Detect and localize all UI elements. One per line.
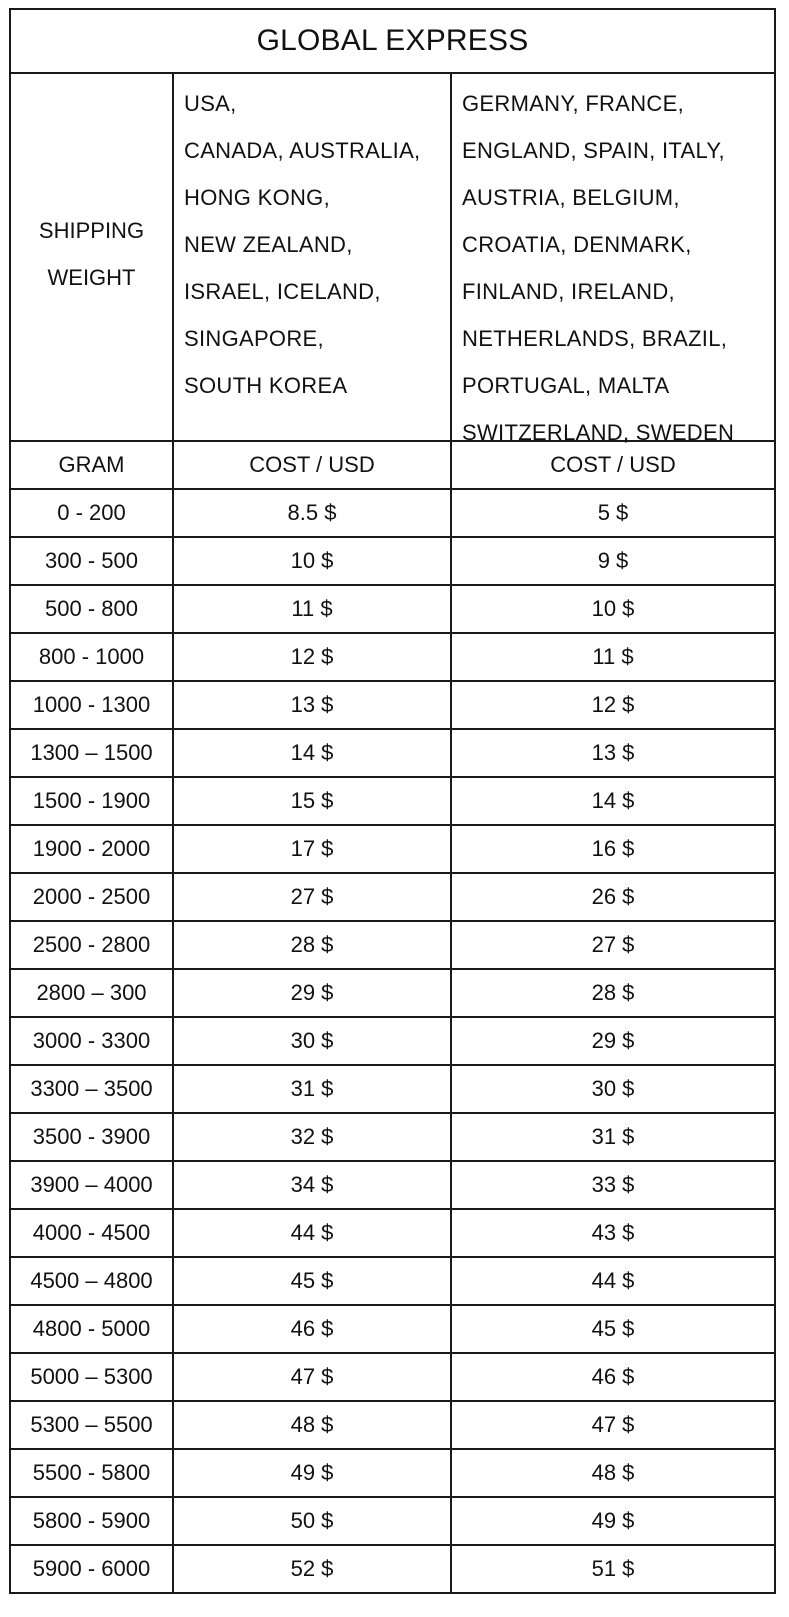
- table-row: [11, 1450, 774, 1498]
- zone1-cost-cell: 48 $: [174, 1402, 452, 1448]
- zone1-cost-cell: 31 $: [174, 1066, 452, 1112]
- gram-column-header: GRAM: [11, 442, 174, 488]
- zone1-cost-cell: 13 $: [174, 682, 452, 728]
- zone1-country-line: SOUTH KOREA: [184, 373, 348, 398]
- zone1-cost-column-header: COST / USD: [174, 442, 452, 488]
- column-header-row: [11, 442, 774, 490]
- table-row: [11, 634, 774, 682]
- zone2-cost-cell: 31 $: [591, 1124, 635, 1149]
- weight-range-cell: 4800 - 5000: [11, 1306, 174, 1352]
- zone1-cost-cell: 14 $: [174, 730, 452, 776]
- zone1-country-line: ISRAEL, ICELAND,: [184, 279, 381, 304]
- zone2-cost-cell: 14 $: [591, 788, 635, 813]
- zone1-cost-cell: 47 $: [174, 1354, 452, 1400]
- table-row: [11, 1354, 774, 1402]
- table-row: [11, 538, 774, 586]
- zone1-cost-cell: 29 $: [174, 970, 452, 1016]
- zone2-cost-cell: 48 $: [591, 1460, 635, 1485]
- zone1-country-line: NEW ZEALAND,: [184, 232, 353, 257]
- zone2-cost-cell: 26 $: [591, 884, 635, 909]
- table-row: [11, 922, 774, 970]
- rate-rows: [11, 490, 774, 1592]
- zone1-country-line: CANADA, AUSTRALIA,: [184, 138, 421, 163]
- table-row: [11, 1018, 774, 1066]
- weight-range-cell: 5300 – 5500: [11, 1402, 174, 1448]
- zone2-cost-cell: 11 $: [592, 644, 634, 669]
- zone2-cost-cell: 13 $: [591, 740, 635, 765]
- weight-range-cell: 5800 - 5900: [11, 1498, 174, 1544]
- weight-range-cell: 2500 - 2800: [11, 922, 174, 968]
- zone2-country-line: PORTUGAL, MALTA: [462, 373, 670, 398]
- zone1-country-line: HONG KONG,: [184, 185, 331, 210]
- zone2-cost-cell: 29 $: [591, 1028, 635, 1053]
- zone1-country-line: USA,: [184, 91, 237, 116]
- zone2-country-line: GERMANY, FRANCE,: [462, 91, 684, 116]
- zone1-cost-cell: 30 $: [174, 1018, 452, 1064]
- weight-range-cell: 300 - 500: [11, 538, 174, 584]
- zone2-cost-cell: 46 $: [591, 1364, 635, 1389]
- weight-range-cell: 3000 - 3300: [11, 1018, 174, 1064]
- zone1-cost-cell: 32 $: [174, 1114, 452, 1160]
- zone2-cost-cell: 45 $: [591, 1316, 635, 1341]
- table-row: [11, 1402, 774, 1450]
- table-row: [11, 1546, 774, 1592]
- table-row: [11, 730, 774, 778]
- shipping-weight-label: [11, 74, 174, 456]
- zone1-cost-cell: 15 $: [174, 778, 452, 824]
- weight-range-cell: 0 - 200: [11, 490, 174, 536]
- table-row: [11, 778, 774, 826]
- table-row: [11, 1210, 774, 1258]
- zone1-cost-cell: 12 $: [174, 634, 452, 680]
- zone1-cost-cell: 45 $: [174, 1258, 452, 1304]
- zone2-cost-cell: 12 $: [591, 692, 635, 717]
- zone1-cost-cell: 10 $: [174, 538, 452, 584]
- zone2-cost-cell: 43 $: [591, 1220, 635, 1245]
- zone2-cost-cell: 44 $: [591, 1268, 635, 1293]
- table-row: [11, 826, 774, 874]
- zone2-country-line: NETHERLANDS, BRAZIL,: [462, 326, 728, 351]
- zone2-cost-cell: 49 $: [591, 1508, 635, 1533]
- shipping-rate-table: [9, 8, 776, 1594]
- zone2-country-line: FINLAND, IRELAND,: [462, 279, 675, 304]
- weight-range-cell: 3900 – 4000: [11, 1162, 174, 1208]
- zone2-cost-cell: 10 $: [591, 596, 635, 621]
- table-row: [11, 490, 774, 538]
- zone2-cost-column-header: COST / USD: [550, 452, 676, 477]
- table-row: [11, 970, 774, 1018]
- zone2-cost-cell: 33 $: [591, 1172, 635, 1197]
- zone2-cost-cell: 47 $: [591, 1412, 635, 1437]
- zone1-cost-cell: 46 $: [174, 1306, 452, 1352]
- weight-range-cell: 5000 – 5300: [11, 1354, 174, 1400]
- weight-range-cell: 3500 - 3900: [11, 1114, 174, 1160]
- zone1-cost-cell: 17 $: [174, 826, 452, 872]
- table-row: [11, 874, 774, 922]
- zone2-cost-cell: 9 $: [597, 548, 629, 573]
- zone1-cost-cell: 49 $: [174, 1450, 452, 1496]
- zone2-cost-cell: 5 $: [597, 500, 629, 525]
- weight-range-cell: 1000 - 1300: [11, 682, 174, 728]
- zone1-country-list: [174, 74, 452, 456]
- shipping-weight-label-line: WEIGHT: [47, 265, 136, 290]
- zone1-cost-cell: 27 $: [174, 874, 452, 920]
- zone2-country-line: AUSTRIA, BELGIUM,: [462, 185, 680, 210]
- weight-range-cell: 5900 - 6000: [11, 1546, 174, 1592]
- table-row: [11, 586, 774, 634]
- zone2-country-line: ENGLAND, SPAIN, ITALY,: [462, 138, 725, 163]
- zone2-country-list: [452, 74, 774, 456]
- weight-range-cell: 1900 - 2000: [11, 826, 174, 872]
- zone1-cost-cell: 34 $: [174, 1162, 452, 1208]
- zone2-country-line: SWITZERLAND, SWEDEN: [462, 420, 735, 445]
- table-title: GLOBAL EXPRESS: [11, 10, 774, 74]
- zone1-cost-cell: 50 $: [174, 1498, 452, 1544]
- weight-range-cell: 800 - 1000: [11, 634, 174, 680]
- weight-range-cell: 500 - 800: [11, 586, 174, 632]
- weight-range-cell: 2800 – 300: [11, 970, 174, 1016]
- table-row: [11, 1066, 774, 1114]
- weight-range-cell: 1500 - 1900: [11, 778, 174, 824]
- zone2-cost-cell: 27 $: [591, 932, 635, 957]
- zone2-cost-cell: 16 $: [591, 836, 635, 861]
- zone1-cost-cell: 11 $: [174, 586, 452, 632]
- weight-range-cell: 3300 – 3500: [11, 1066, 174, 1112]
- zone1-cost-cell: 28 $: [174, 922, 452, 968]
- table-row: [11, 1114, 774, 1162]
- zone2-cost-cell: 30 $: [591, 1076, 635, 1101]
- shipping-weight-label-line: SHIPPING: [38, 218, 145, 243]
- weight-range-cell: 5500 - 5800: [11, 1450, 174, 1496]
- table-row: [11, 1306, 774, 1354]
- zone2-cost-cell: 51 $: [591, 1556, 635, 1581]
- table-row: [11, 1162, 774, 1210]
- table-row: [11, 682, 774, 730]
- zone2-cost-cell: 28 $: [591, 980, 635, 1005]
- zone1-cost-cell: 44 $: [174, 1210, 452, 1256]
- zone1-cost-cell: 52 $: [174, 1546, 452, 1592]
- zone1-cost-cell: 8.5 $: [174, 490, 452, 536]
- zone1-country-line: SINGAPORE,: [184, 326, 324, 351]
- zone2-country-line: CROATIA, DENMARK,: [462, 232, 692, 257]
- weight-range-cell: 1300 – 1500: [11, 730, 174, 776]
- destination-row: [11, 74, 774, 445]
- weight-range-cell: 4500 – 4800: [11, 1258, 174, 1304]
- weight-range-cell: 4000 - 4500: [11, 1210, 174, 1256]
- table-row: [11, 1258, 774, 1306]
- weight-range-cell: 2000 - 2500: [11, 874, 174, 920]
- table-row: [11, 1498, 774, 1546]
